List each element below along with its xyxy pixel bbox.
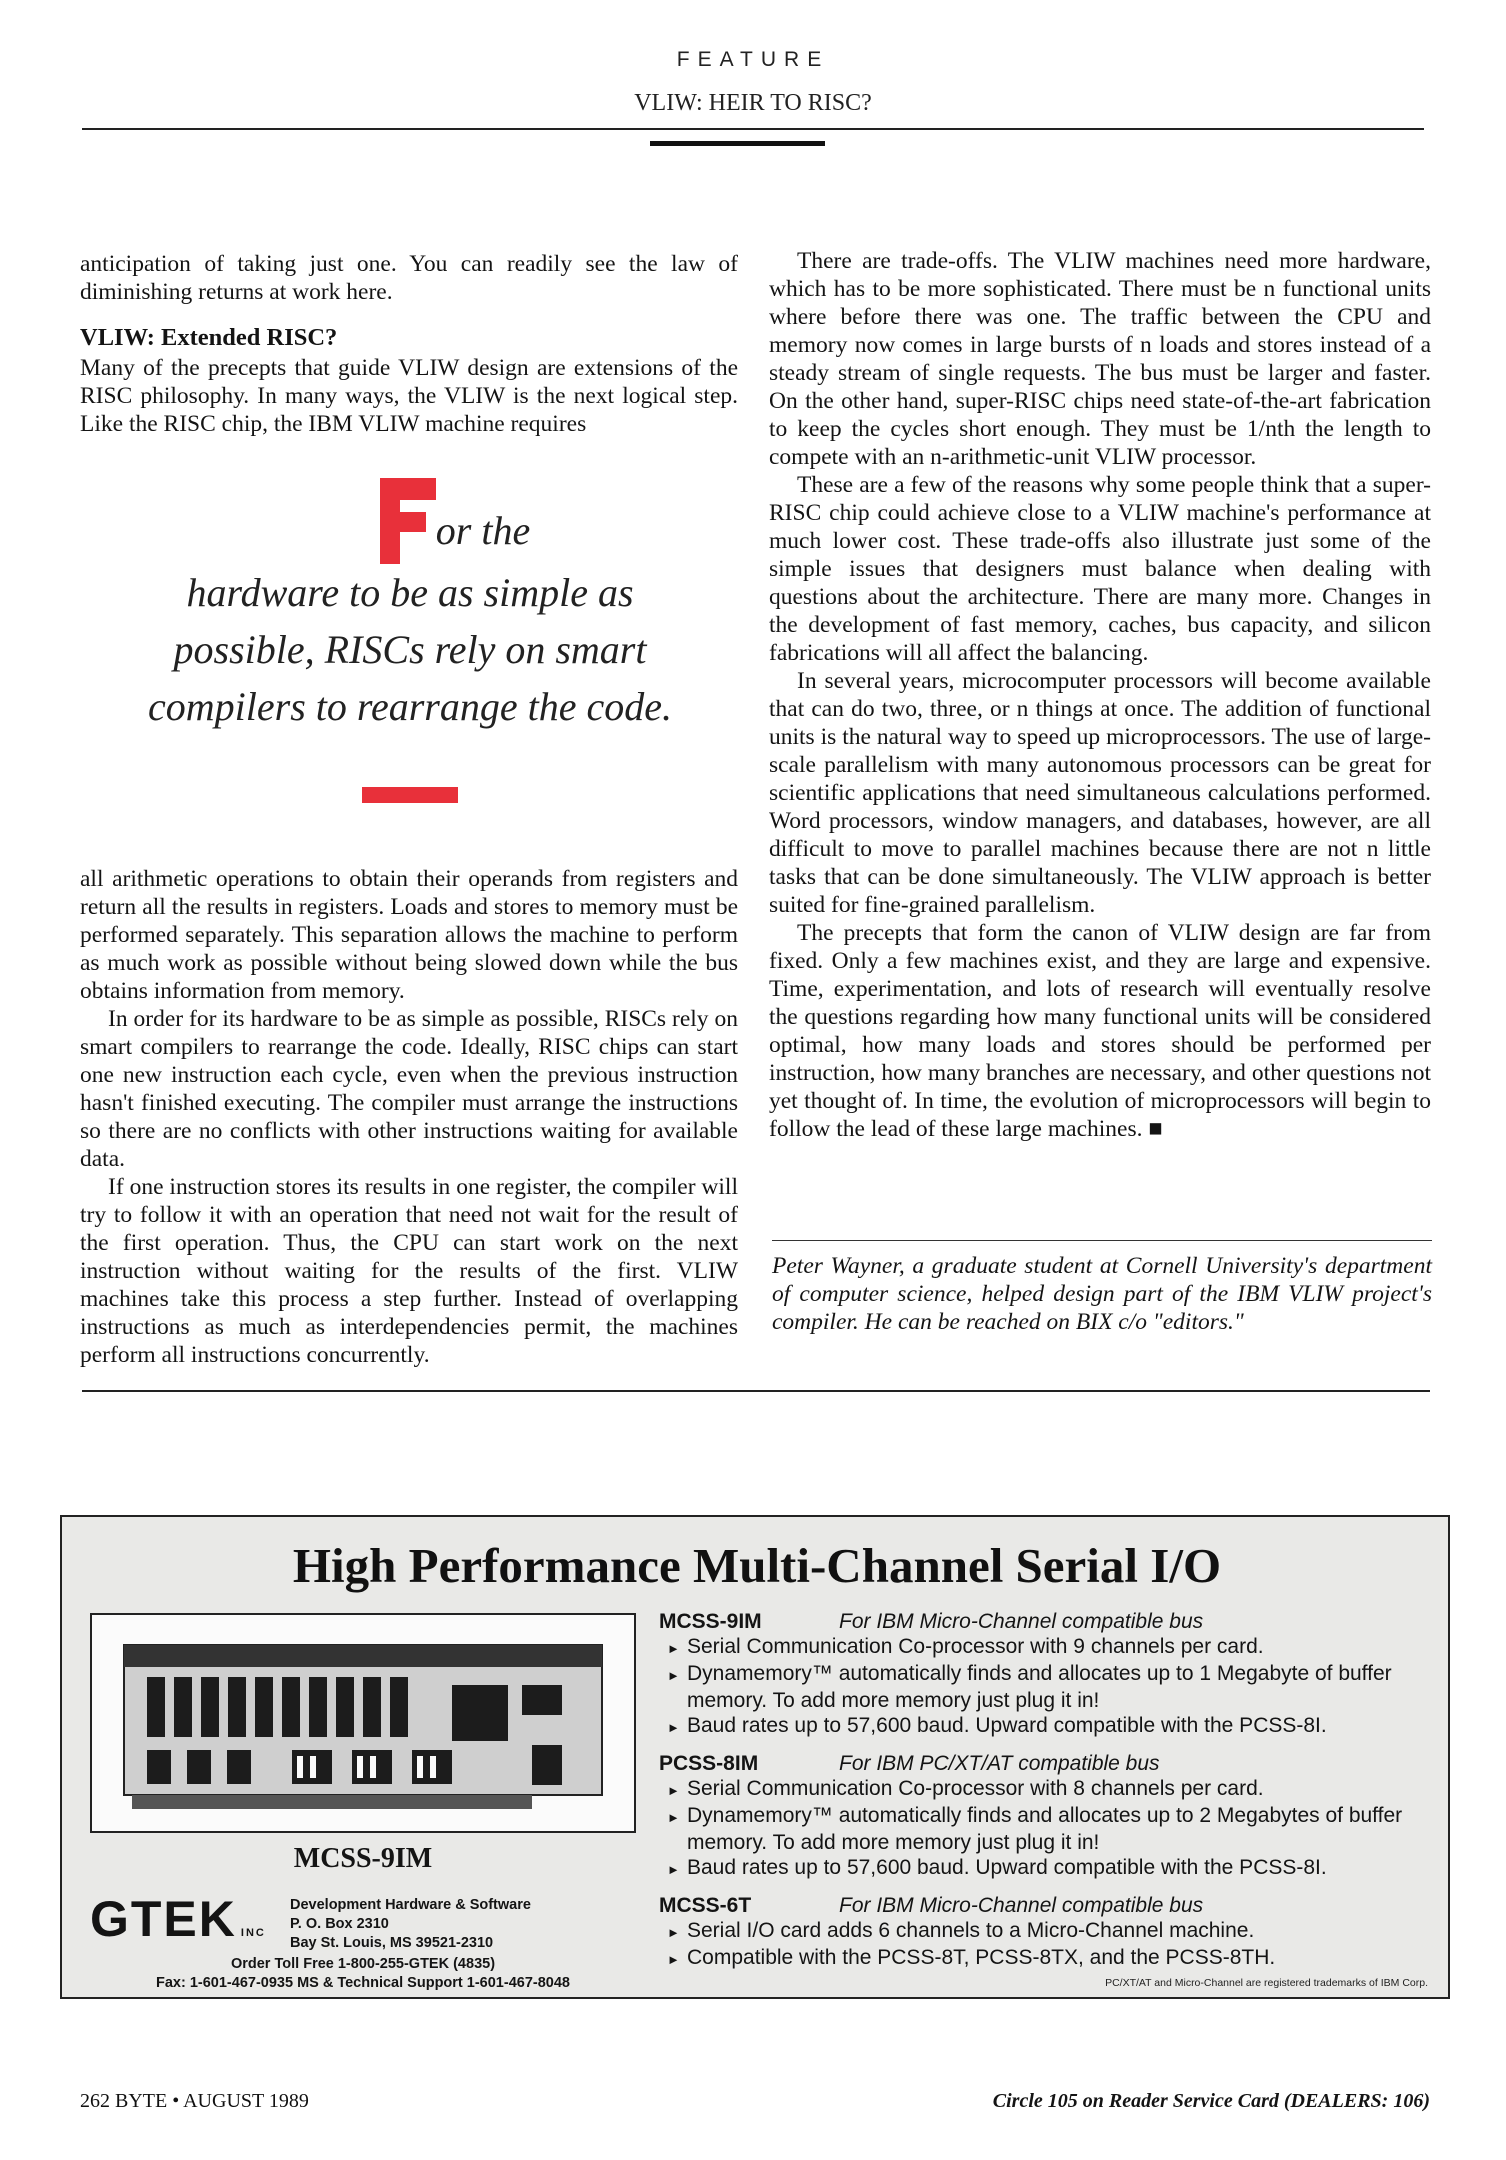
feature-item: ► Dynamemory™ automatically finds and allocates up to 1 Megabyte of buffer memory. To add more memory just plug it in! <box>667 1662 1392 1712</box>
product-mcss-9im <box>659 1609 1439 1740</box>
author-bio: Peter Wayner, a graduate student at Cornell University's department of computer science, helped design part of the IBM VLIW project's compiler. He can be reached on BIX c/o "editors." <box>772 1253 1432 1335</box>
feature-item: ► Serial Communication Co-processor with 8 channels per card. <box>659 1776 1439 1803</box>
bio-rule <box>772 1240 1432 1241</box>
feature-item: ► Compatible with the PCSS-8T, PCSS-8TX, and the PCSS-8TH. <box>659 1945 1439 1972</box>
ad-title: High Performance Multi-Channel Serial I/O <box>292 1538 1222 1593</box>
product-name: PCSS-8IM <box>659 1752 759 1775</box>
pull-quote-text: hardware to be as simple as possible, RISCs rely on smart compilers to rearrange the code. <box>148 570 672 729</box>
pull-quote-bar <box>362 787 458 803</box>
product-bus: For IBM Micro-Channel compatible bus <box>839 1894 1204 1917</box>
reader-service-note: Circle 105 on Reader Service Card (DEALERS: 106) <box>992 2090 1430 2112</box>
product-name: MCSS-6T <box>659 1894 752 1917</box>
drop-cap <box>380 478 436 564</box>
arrow-bullet-icon: ► <box>667 1925 680 1940</box>
header-rule-tab <box>650 141 825 146</box>
paragraph: The precepts that form the canon of VLIW design are far from fixed. Only a few machines exist, and they are large and expensive. Time, experimentation, and lots of research will eventually resolve the questions regarding how many functional units will be considered optimal, how many loads and stores should be performed per instruction, how many branches are necessary, and other questions not yet thought of. In time, the evolution of microprocessors will begin to follow the lead of these large machines. ■ <box>769 920 1431 1142</box>
paragraph: Many of the precepts that guide VLIW design are extensions of the RISC philosophy. In many ways, the VLIW is the next logical step. Like the RISC chip, the IBM VLIW machine requires <box>80 355 738 437</box>
arrow-bullet-icon: ► <box>667 1862 680 1877</box>
gtek-logo: GTEK INC <box>90 1891 266 1947</box>
order-phone: Order Toll Free 1-800-255-GTEK (4835) <box>230 1956 496 1972</box>
product-bus: For IBM PC/XT/AT compatible bus <box>839 1752 1160 1775</box>
page-folio: 262 BYTE • AUGUST 1989 <box>80 2090 309 2112</box>
arrow-bullet-icon: ► <box>667 1720 680 1735</box>
gtek-advertisement <box>60 1515 1450 1999</box>
left-column-top <box>80 250 738 438</box>
product-mcss-6t <box>659 1893 1439 1972</box>
circuit-board-icon <box>92 1615 634 1831</box>
arrow-bullet-icon: ► <box>667 1783 680 1798</box>
product-bus: For IBM Micro-Channel compatible bus <box>839 1610 1204 1633</box>
product-board-image <box>90 1613 636 1833</box>
paragraph: In several years, microcomputer processors will become available that can do two, three, or n things at once. The addition of functional units is the natural way to speed up microprocessors. The use of large-scale parallelism with many autonomous processors can be great for scientific applications that need simultaneous calculations performed. Word processors, window managers, and databases, however, are all difficult to move to parallel machines because there are not n little tasks that can be done simultaneously. The VLIW approach is better suited for fine-grained parallelism. <box>769 668 1431 918</box>
paragraph: all arithmetic operations to obtain their operands from registers and return all the results in registers. Loads and stores to memory must be performed separately. This separation allows the machine to perform as much work as possible without being slowed down while the bus obtains information from memory. <box>80 866 738 1004</box>
pull-quote-first-line: or the <box>120 478 700 564</box>
fax-support-phone: Fax: 1-601-467-0935 MS & Technical Support 1-601-467-8048 <box>156 1975 570 1991</box>
paragraph: anticipation of taking just one. You can readily see the law of diminishing returns at work here. <box>80 251 738 305</box>
header-rule <box>82 128 1424 130</box>
running-title: VLIW: HEIR TO RISC? <box>634 90 872 116</box>
product-image-label: MCSS-9IM <box>293 1843 433 1874</box>
right-column <box>769 247 1431 1143</box>
paragraph: These are a few of the reasons why some people think that a super-RISC chip could achieve close to a VLIW machine's performance at much lower cost. These trade-offs also illustrate just some of the simple issues that designers must balance when dealing with questions about the architecture. There are many more. Changes in the development of fast memory, caches, bus capacity, and silicon fabrications will all affect the balancing. <box>769 472 1431 666</box>
left-column-bottom <box>80 865 738 1369</box>
arrow-bullet-icon: ► <box>667 1810 680 1825</box>
section-kicker: FEATURE <box>676 48 830 71</box>
arrow-bullet-icon: ► <box>667 1952 680 1967</box>
trademark-notice: PC/XT/AT and Micro-Channel are registered trademarks of IBM Corp. <box>1105 1977 1428 1989</box>
section-heading: VLIW: Extended RISC? <box>80 324 338 351</box>
product-pcss-8im <box>659 1751 1439 1882</box>
arrow-bullet-icon: ► <box>667 1641 680 1656</box>
feature-item: ► Dynamemory™ automatically finds and allocates up to 2 Megabytes of buffer memory. To add more memory just plug it in! <box>667 1804 1403 1854</box>
product-list <box>659 1609 1439 1983</box>
feature-item: ► Baud rates up to 57,600 baud. Upward compatible with the PCSS-8I. <box>659 1713 1439 1740</box>
company-address: Development Hardware & Software P. O. Box 2310 Bay St. Louis, MS 39521-2310 <box>290 1897 531 1951</box>
pull-quote <box>120 478 700 735</box>
paragraph: In order for its hardware to be as simple as possible, RISCs rely on smart compilers to rearrange the code. Ideally, RISC chips can start one new instruction each cycle, even when the previous instruction hasn't finished executing. The compiler must arrange the instructions so there are no conflicts with other instructions waiting for available data. <box>80 1006 738 1172</box>
feature-item: ► Baud rates up to 57,600 baud. Upward compatible with the PCSS-8I. <box>659 1855 1439 1882</box>
feature-item: ► Serial I/O card adds 6 channels to a Micro-Channel machine. <box>659 1918 1439 1945</box>
arrow-bullet-icon: ► <box>667 1668 680 1683</box>
paragraph: If one instruction stores its results in one register, the compiler will try to follow it with an operation that need not wait for the result of the first operation. Thus, the CPU can start work on the next instruction without waiting for the results of the first. VLIW machines take this process a step further. Instead of overlapping instructions as much as interdependencies permit, the machines perform all instructions concurrently. <box>80 1174 738 1368</box>
feature-item: ► Serial Communication Co-processor with 9 channels per card. <box>659 1634 1439 1661</box>
paragraph: There are trade-offs. The VLIW machines need more hardware, which has to be more sophisticated. There must be n functional units where before there was one. The traffic between the CPU and memory now comes in large bursts of n loads and stores instead of a steady stream of single requests. The bus must be larger and faster. On the other hand, super-RISC chips need state-of-the-art fabrication to keep the cycles short enough. They must be 1/nth the length to compete with an n-arithmetic-unit VLIW processor. <box>769 248 1431 470</box>
article-end-rule <box>82 1390 1430 1392</box>
product-name: MCSS-9IM <box>659 1610 762 1633</box>
